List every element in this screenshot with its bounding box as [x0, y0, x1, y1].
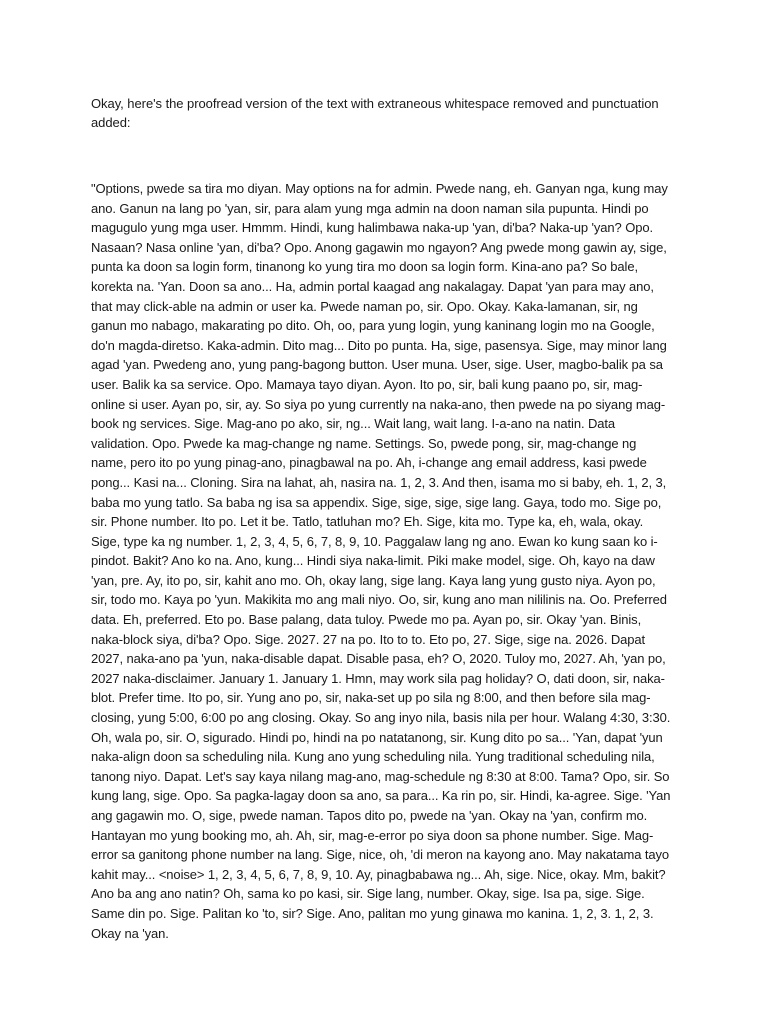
intro-paragraph: Okay, here's the proofread version of the text with extraneous whitespace removed and punctuation added: [91, 96, 659, 130]
transcript-paragraph: "Options, pwede sa tira mo diyan. May options na for admin. Pwede nang, eh. Ganyan nga, kung may ano. Ganun na lang po 'yan, sir, para alam yung mga admin na doon naman sila pupunta. Hindi po magugulo yung mga user. Hmmm. Hindi, kung halimbawa naka-up 'yan, di'ba? Naka-up 'yan? Opo. Nasaan? Nasa online 'yan, di'ba? Opo. Anong gagawin mo ngayon? Ang pwede mong gawin ay, sige, punta ka doon sa login form, tinanong ko yung tira mo doon sa login form. Kina-ano pa? So bale, korekta na. 'Yan. Doon sa ano... Ha, admin portal kaagad ang nakalagay. Dapat 'yan para may ano, that may click-able na admin or user ka. Pwede naman po, sir. Opo. Okay. Kaka-lamanan, sir, ng ganun mo nabago, makarating po dito. Oh, oo, para yung login, yung kaninang login mo na Google, do'n magda-diretso. Kaka-admin. Dito mag... Dito po punta. Ha, sige, pasensya. Sige, may minor lang agad 'yan. Pwedeng ano, yung pang-bagong button. User muna. User, sige. User, magbo-balik pa sa user. Balik ka sa service. Opo. Mamaya tayo diyan. Ayon. Ito po, sir, bali kung paano po, sir, mag-online si user. Ayan po, sir, ay. So siya po yung currently na naka-ano, then pwede na po siyang mag-book ng services. Sige. Mag-ano po ako, sir, ng... Wait lang, wait lang. I-a-ano na natin. Data validation. Opo. Pwede ka mag-change ng name. Settings. So, pwede pong, sir, mag-change ng name, pero ito po yung pinag-ano, pinagbawal na po. Ah, i-change ang email address, kasi pwede pong... Kasi na... Cloning. Sira na lahat, ah, nasira na. 1, 2, 3. And then, isama mo si baby, eh. 1, 2, 3, baba mo yung tatlo. Sa baba ng isa sa appendix. Sige, sige, sige, sige lang. Gaya, todo mo. Sige po, sir. Phone number. Ito po. Let it be. Tatlo, tatluhan mo? Eh. Sige, kita mo. Type ka, eh, wala, okay. Sige, type ka ng number. 1, 2, 3, 4, 5, 6, 7, 8, 9, 10. Paggalaw lang ng ano. Ewan ko kung saan ko i-pindot. Bakit? Ano ko na. Ano, kung... Hindi siya naka-limit. Piki make model, sige. Oh, kayo na daw 'yan, pre. Ay, ito po, sir, kahit ano mo. Oh, okay lang, sige lang. Kaya lang yung gusto niya. Ayon po, sir, todo mo. Kaya po 'yun. Makikita mo ang mali niyo. Oo, sir, kung ano man nililinis na. Oo. Preferred data. Eh, preferred. Eto po. Base palang, data tuloy. Pwede mo pa. Ayan po, sir. Okay 'yan. Binis, naka-block siya, di'ba? Opo. Sige. 2027. 27 na po. Ito to to. Eto po, 27. Sige, sige na. 2026. Dapat 2027, naka-ano pa 'yun, naka-disable dapat. Disable pasa, eh? O, 2020. Tuloy mo, 2027. Ah, 'yan po, 2027 naka-disclaimer. January 1. January 1. Hmn, may work sila pag holiday? O, dati doon, sir, naka-blot. Prefer time. Ito po, sir. Yung ano po, sir, naka-set up po sila ng 8:00, and then before sila mag-closing, yung 5:00, 6:00 po ang closing. Okay. So ang inyo nila, basis nila per hour. Walang 4:30, 3:30. Oh, wala po, sir. O, sigurado. Hindi po, hindi na po natatanong, sir. Kung dito po sa... 'Yan, dapat 'yun naka-align doon sa scheduling nila. Kung ano yung scheduling nila. Yung traditional scheduling nila, tanong niyo. Dapat. Let's say kaya nilang mag-ano, mag-schedule ng 8:30 at 8:00. Tama? Opo, sir. So kung lang, sige. Opo. Sa pagka-lagay doon sa ano, sa para... Ka rin po, sir. Hindi, ka-agree. Sige. 'Yan ang gagawin mo. O, sige, pwede naman. Tapos dito po, pwede na 'yan. Okay na 'yan, confirm mo. Hantayan mo yung booking mo, ah. Ah, sir, mag-e-error po siya doon sa phone number. Sige. Mag-error sa ganitong phone number na lang. Sige, nice, oh, 'di meron na kayong ano. May nakatama tayo kahit may... <noise> 1, 2, 3, 4, 5, 6, 7, 8, 9, 10. Ay, pinagbabawa ng... Ah, sige. Nice, okay. Mm, bakit? Ano ba ang ano natin? Oh, sama ko po kasi, sir. Sige lang, number. Okay, sige. Isa pa, sige. Sige. Same din po. Sige. Palitan ko 'to, sir? Sige. Ano, palitan mo yung ginawa mo kanina. 1, 2, 3. 1, 2, 3. Okay na 'yan. [91, 181, 671, 941]
